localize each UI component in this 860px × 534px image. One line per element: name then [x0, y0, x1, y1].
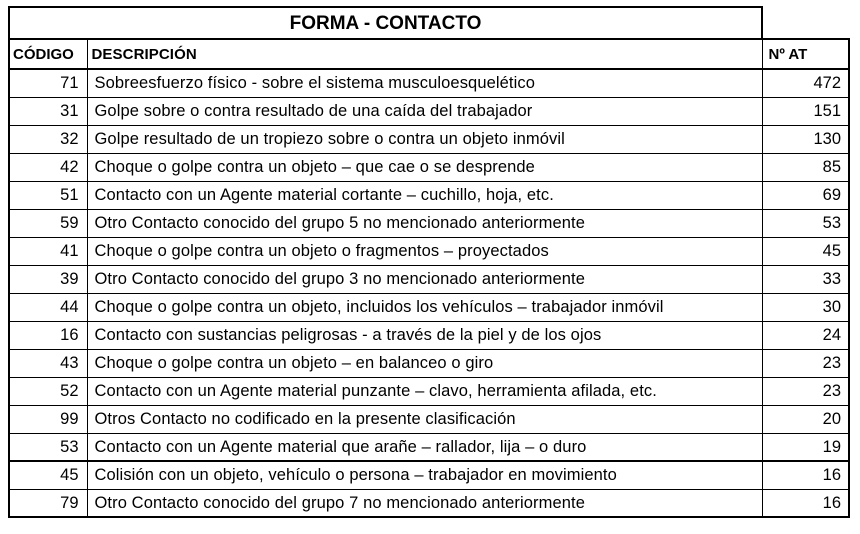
row-description: Choque o golpe contra un objeto – que cae o se desprende — [87, 153, 762, 181]
row-count: 23 — [762, 349, 849, 377]
row-code: 41 — [9, 237, 87, 265]
row-description: Choque o golpe contra un objeto – en balanceo o giro — [87, 349, 762, 377]
row-count: 19 — [762, 433, 849, 461]
table-row — [9, 265, 849, 293]
row-description: Contacto con un Agente material punzante – clavo, herramienta afilada, etc. — [87, 377, 762, 405]
row-code: 42 — [9, 153, 87, 181]
row-description: Contacto con sustancias peligrosas - a través de la piel y de los ojos — [87, 321, 762, 349]
row-count: 472 — [762, 69, 849, 97]
table-row — [9, 461, 849, 489]
title-row — [9, 7, 849, 39]
table-row — [9, 293, 849, 321]
table-title: FORMA - CONTACTO — [9, 7, 762, 39]
table-row — [9, 489, 849, 517]
row-count: 30 — [762, 293, 849, 321]
table-row — [9, 433, 849, 461]
header-row — [9, 39, 849, 69]
table-row — [9, 153, 849, 181]
row-code: 51 — [9, 181, 87, 209]
row-count: 85 — [762, 153, 849, 181]
row-code: 71 — [9, 69, 87, 97]
row-description: Choque o golpe contra un objeto, incluidos los vehículos – trabajador inmóvil — [87, 293, 762, 321]
row-description: Otro Contacto conocido del grupo 3 no mencionado anteriormente — [87, 265, 762, 293]
header-count: Nº AT — [762, 39, 849, 69]
row-count: 24 — [762, 321, 849, 349]
row-count: 20 — [762, 405, 849, 433]
row-count: 53 — [762, 209, 849, 237]
table-row — [9, 377, 849, 405]
row-code: 31 — [9, 97, 87, 125]
contact-table — [8, 6, 850, 518]
table-row — [9, 405, 849, 433]
row-description: Golpe resultado de un tropiezo sobre o contra un objeto inmóvil — [87, 125, 762, 153]
row-code: 53 — [9, 433, 87, 461]
row-code: 79 — [9, 489, 87, 517]
row-count: 16 — [762, 489, 849, 517]
row-description: Otro Contacto conocido del grupo 7 no mencionado anteriormente — [87, 489, 762, 517]
contact-table-sheet — [8, 6, 850, 518]
row-code: 16 — [9, 321, 87, 349]
table-row — [9, 209, 849, 237]
row-code: 44 — [9, 293, 87, 321]
row-code: 52 — [9, 377, 87, 405]
table-row — [9, 97, 849, 125]
row-count: 33 — [762, 265, 849, 293]
title-blank-cell — [762, 7, 849, 39]
table-row — [9, 237, 849, 265]
row-code: 59 — [9, 209, 87, 237]
table-row — [9, 321, 849, 349]
header-description: DESCRIPCIÓN — [87, 39, 762, 69]
row-description: Sobreesfuerzo físico - sobre el sistema musculoesquelético — [87, 69, 762, 97]
row-code: 43 — [9, 349, 87, 377]
row-description: Choque o golpe contra un objeto o fragmentos – proyectados — [87, 237, 762, 265]
row-description: Otro Contacto conocido del grupo 5 no mencionado anteriormente — [87, 209, 762, 237]
table-row — [9, 349, 849, 377]
row-code: 45 — [9, 461, 87, 489]
header-code: CÓDIGO — [9, 39, 87, 69]
row-description: Contacto con un Agente material que arañe – rallador, lija – o duro — [87, 433, 762, 461]
table-row — [9, 69, 849, 97]
table-row — [9, 181, 849, 209]
row-code: 39 — [9, 265, 87, 293]
row-description: Golpe sobre o contra resultado de una caída del trabajador — [87, 97, 762, 125]
row-description: Otros Contacto no codificado en la presente clasificación — [87, 405, 762, 433]
row-count: 16 — [762, 461, 849, 489]
row-description: Colisión con un objeto, vehículo o persona – trabajador en movimiento — [87, 461, 762, 489]
row-count: 23 — [762, 377, 849, 405]
row-description: Contacto con un Agente material cortante – cuchillo, hoja, etc. — [87, 181, 762, 209]
row-code: 99 — [9, 405, 87, 433]
row-count: 45 — [762, 237, 849, 265]
row-count: 69 — [762, 181, 849, 209]
table-row — [9, 125, 849, 153]
row-code: 32 — [9, 125, 87, 153]
row-count: 130 — [762, 125, 849, 153]
row-count: 151 — [762, 97, 849, 125]
